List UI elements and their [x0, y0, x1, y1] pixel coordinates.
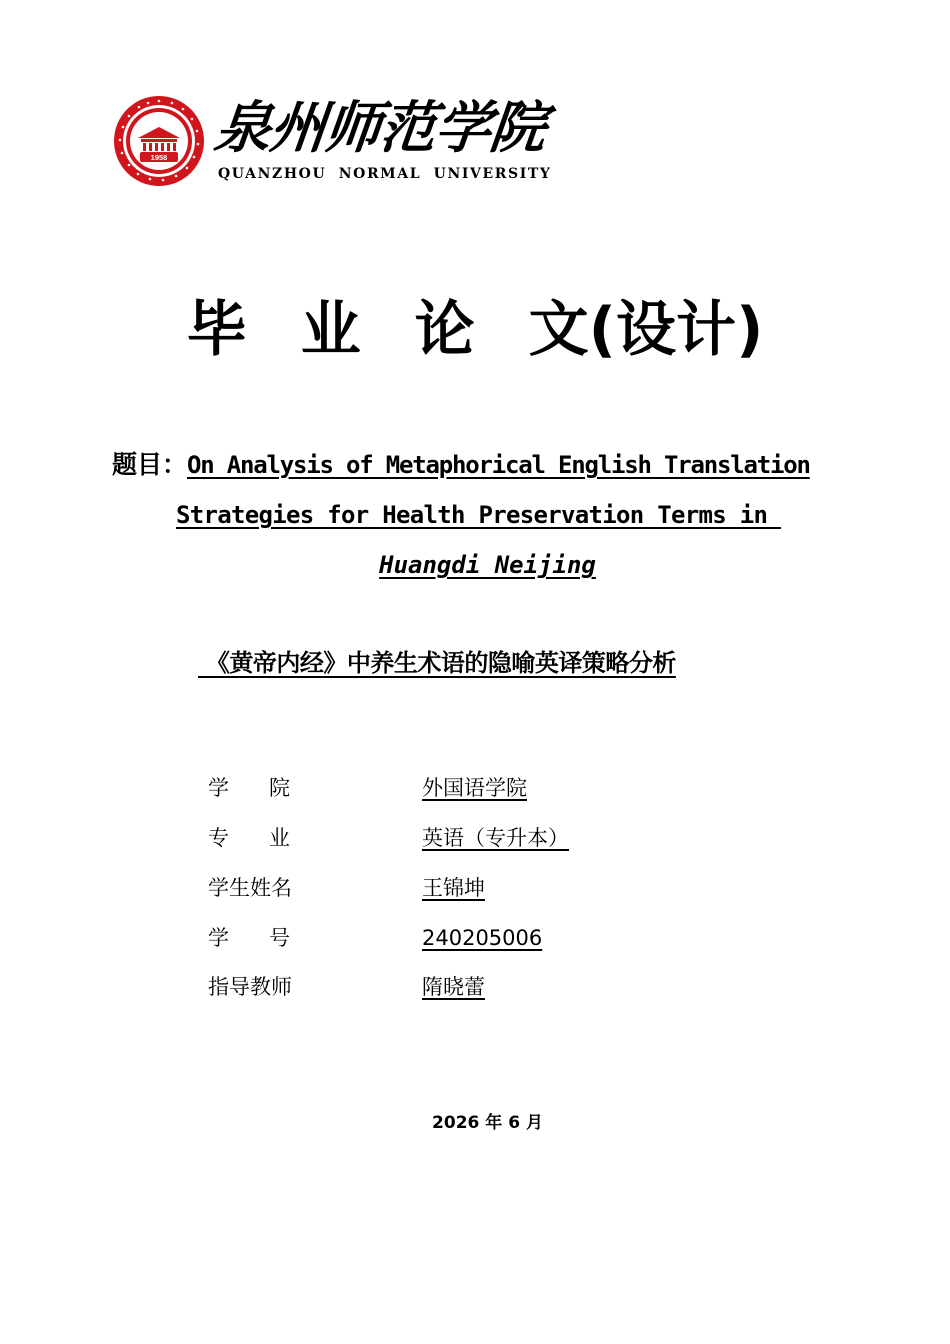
title-text-1: On Analysis of Metaphorical English Translation [187, 451, 810, 479]
heading-tail: 文(设计) [528, 295, 764, 365]
title-prefix: 题目： [112, 450, 188, 479]
chinese-title: 《黄帝内经》中养生术语的隐喻英译策略分析 [198, 649, 676, 677]
title-line-3 [0, 549, 950, 581]
title-text-3: Huangdi Neijing [379, 551, 596, 579]
info-row-advisor [208, 972, 808, 1002]
title-line-2 [176, 499, 781, 531]
thesis-heading [0, 292, 950, 368]
info-row-major [208, 823, 808, 853]
school-name-cn: 泉州师范学院 [211, 95, 549, 161]
info-row-college [208, 773, 808, 803]
student-id-value: 240205006 [422, 926, 543, 950]
major-label: 专 业 [208, 826, 291, 850]
student-name-value: 王锦坤 [422, 876, 485, 900]
submission-date: 2026 年 6 月 [432, 1113, 543, 1133]
university-seal-icon [112, 94, 206, 188]
college-value: 外国语学院 [422, 776, 527, 800]
student-id-label: 学 号 [208, 926, 291, 950]
seal-year: 1958 [150, 153, 168, 162]
advisor-label: 指导教师 [208, 975, 292, 999]
college-label: 学 院 [208, 776, 291, 800]
school-name-en: QUANZHOU NORMAL UNIVERSITY [218, 166, 552, 182]
title-line-1 [112, 449, 810, 481]
advisor-value: 隋晓蕾 [422, 975, 485, 999]
major-value: 英语（专升本） [422, 826, 569, 850]
title-text-2: Strategies for Health Preservation Terms in [176, 501, 781, 529]
student-name-label: 学生姓名 [208, 876, 292, 900]
university-logo [112, 94, 552, 190]
info-row-student-name [208, 873, 808, 903]
info-row-student-id [208, 923, 808, 953]
heading-main: 毕业论 [186, 295, 529, 365]
